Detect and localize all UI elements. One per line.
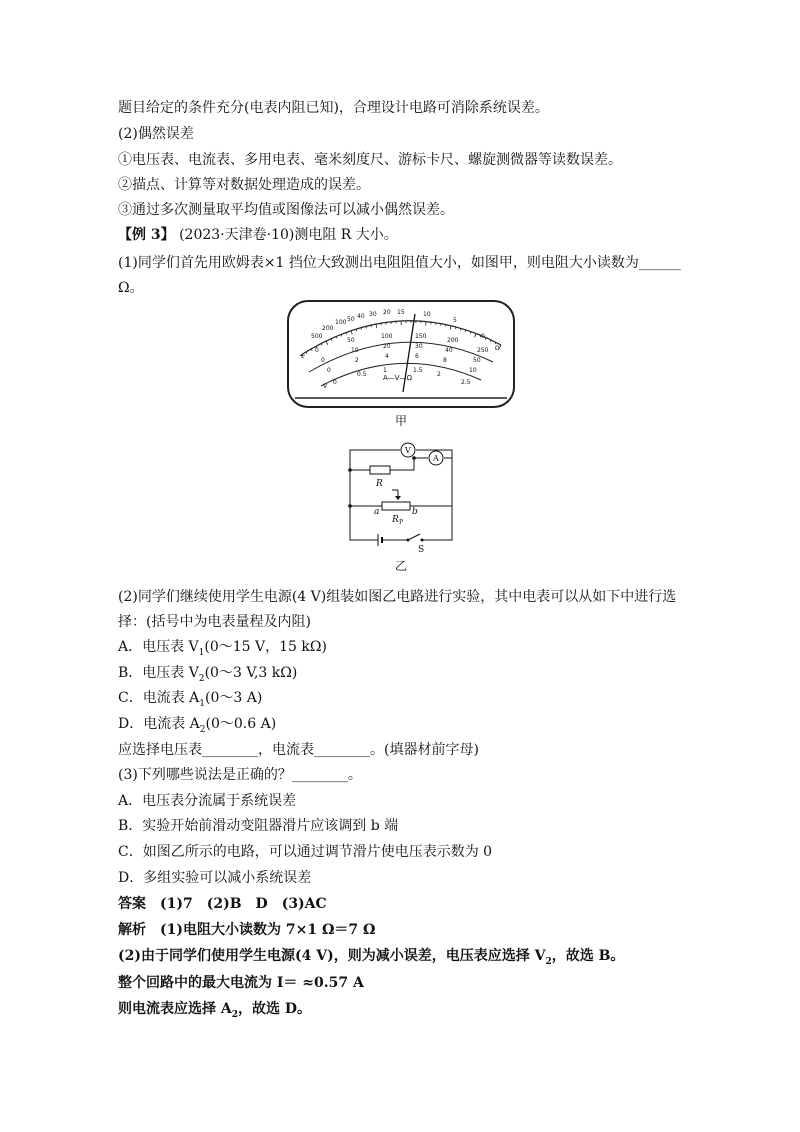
subscript: 1 bbox=[199, 698, 206, 709]
option-a bbox=[118, 638, 327, 662]
example-source: (2023·天津卷·10)测电阻 R 大小。 bbox=[179, 227, 398, 243]
ohm-tick-label: 30 bbox=[369, 311, 377, 318]
subscript: 2 bbox=[545, 956, 552, 967]
question-line: 应选择电压表________，电流表________。(填器材前字母) bbox=[118, 742, 479, 758]
ohm-tick-label: 15 bbox=[397, 309, 405, 316]
voltmeter-label: V bbox=[405, 446, 411, 455]
answer-line: 答案 (1)7 (2)B D (3)AC bbox=[118, 896, 327, 912]
ac-tick-label: 0.5 bbox=[357, 371, 367, 378]
dial-tick bbox=[460, 328, 461, 330]
rheostat-label: R bbox=[392, 515, 399, 525]
analysis-text: 则电流表应选择 A bbox=[118, 1001, 232, 1017]
option-text: (0～3 A) bbox=[205, 690, 263, 706]
paragraph-line: ③通过多次测量取平均值或图像法可以减小偶然误差。 bbox=[118, 202, 454, 218]
ohm-tick-label: 100 bbox=[335, 319, 347, 326]
analysis-text: (2)由于同学们使用学生电源(4 V)，则为减小误差，电压表应选择 V bbox=[118, 948, 546, 964]
option-text: D．电流表 A bbox=[118, 716, 200, 732]
paragraph-line: ②描点、计算等对数据处理造成的误差。 bbox=[118, 177, 370, 193]
ohm-tick-label: 40 bbox=[357, 313, 365, 320]
dc-tick-label: 150 bbox=[415, 333, 427, 340]
rheostat-end-b: b bbox=[412, 507, 418, 517]
analysis-line bbox=[118, 947, 624, 971]
dc-tick-label: 50 bbox=[473, 357, 481, 364]
ohm-tick-label: 20 bbox=[383, 309, 391, 316]
question-line: (2)同学们继续使用学生电源(4 V)组装如图乙电路进行实验，其中电表可以从如下中进行选 bbox=[118, 589, 677, 605]
ohm-tick-label: 5 bbox=[453, 317, 457, 324]
dc-tick-label: 20 bbox=[383, 343, 391, 350]
analysis-line bbox=[118, 1000, 311, 1024]
analysis-text: ，故选 D。 bbox=[238, 1001, 312, 1017]
rheostat-subscript: P bbox=[399, 519, 404, 526]
ac-tick-label: 1 bbox=[383, 367, 387, 374]
dc-tick-label: 40 bbox=[445, 347, 453, 354]
paragraph-line: ①电压表、电流表、多用电表、毫米刻度尺、游标卡尺、螺旋测微器等读数误差。 bbox=[118, 152, 622, 168]
option-text: C．电流表 A bbox=[118, 690, 200, 706]
figure-caption-yi: 乙 bbox=[394, 559, 407, 573]
dc-tick-label: 250 bbox=[477, 347, 489, 354]
dial-tick bbox=[361, 328, 362, 330]
example-title bbox=[118, 226, 398, 244]
dc-tick-label: 50 bbox=[347, 337, 355, 344]
dc-tick-label: 0 bbox=[321, 357, 325, 364]
option-c: C．如图乙所示的电路，可以通过调节滑片使电压表示数为 0 bbox=[118, 844, 493, 860]
volt-symbol: V bbox=[323, 383, 328, 390]
dc-tick-label: 100 bbox=[381, 333, 393, 340]
dc-tick-label: 4 bbox=[385, 353, 389, 360]
ohm-unit-label: Ω bbox=[495, 345, 500, 352]
dial-tick bbox=[455, 327, 456, 329]
dc-tick-label: 10 bbox=[351, 347, 359, 354]
dc-tick-label: 200 bbox=[447, 337, 459, 344]
option-text: A．电压表 V bbox=[118, 639, 199, 655]
option-b bbox=[118, 664, 297, 688]
analysis-line: 解析 (1)电阻大小读数为 7×1 Ω＝7 Ω bbox=[118, 922, 376, 938]
option-d bbox=[118, 715, 276, 739]
option-c bbox=[118, 689, 262, 713]
ac-tick-label: 0 bbox=[333, 379, 337, 386]
dc-tick-label: 10 bbox=[469, 367, 477, 374]
dc-tick-label: 6 bbox=[415, 353, 419, 360]
subheading-random-error: (2)偶然误差 bbox=[118, 126, 194, 142]
dc-tick-label: 0 bbox=[315, 347, 319, 354]
figure-caption-jia: 甲 bbox=[394, 414, 407, 428]
option-text: (0～3 V,3 kΩ) bbox=[204, 665, 298, 681]
dc-tick-label: 0 bbox=[327, 367, 331, 374]
subscript: 1 bbox=[198, 647, 205, 658]
ohm-tick-label: 0 bbox=[481, 333, 485, 340]
rheostat-end-a: a bbox=[374, 507, 380, 517]
dc-tick-label: 8 bbox=[443, 357, 447, 364]
ac-symbol: ~ bbox=[299, 351, 306, 360]
dial-tick bbox=[356, 329, 357, 331]
ac-tick-label: 2 bbox=[437, 371, 441, 378]
circuit-diagram-figure bbox=[340, 436, 464, 554]
analysis-text: ，故选 B。 bbox=[551, 948, 625, 964]
ammeter-label: A bbox=[433, 454, 439, 463]
multimeter-dial-figure bbox=[287, 300, 515, 408]
option-d: D．多组实验可以减小系统误差 bbox=[118, 870, 312, 886]
subscript: 2 bbox=[199, 724, 206, 735]
option-text: (0～0.6 A) bbox=[205, 716, 277, 732]
ohm-tick-label: 10 bbox=[423, 311, 431, 318]
ohm-tick-label: 200 bbox=[322, 325, 334, 332]
av-ohm-label: A—V—Ω bbox=[383, 374, 412, 382]
subscript: 2 bbox=[198, 673, 205, 684]
dc-tick-label: 30 bbox=[415, 343, 423, 350]
ac-tick-label: 2.5 bbox=[461, 379, 471, 386]
question-line: 择：(括号中为电表量程及内阻) bbox=[118, 614, 311, 630]
switch-label: S bbox=[418, 545, 425, 554]
option-a: A．电压表分流属于系统误差 bbox=[118, 793, 297, 809]
subscript: 2 bbox=[231, 1009, 239, 1020]
example-label: 【例 3】 bbox=[118, 227, 175, 243]
dc-tick-label: 2 bbox=[355, 357, 359, 364]
question-line: Ω。 bbox=[118, 280, 144, 296]
option-text: (0～15 V，15 kΩ) bbox=[204, 639, 327, 655]
resistor-label: R bbox=[376, 479, 383, 489]
ohm-tick-label: 500 bbox=[311, 333, 323, 340]
ohm-tick-label: 50 bbox=[347, 316, 355, 323]
question-line: (1)同学们首先用欧姆表×1 挡位大致测出电阻阻值大小，如图甲，则电阻大小读数为______ bbox=[118, 255, 681, 271]
ac-tick-label: 1.5 bbox=[413, 367, 423, 374]
paragraph-line: 题目给定的条件充分(电表内阻已知)，合理设计电路可消除系统误差。 bbox=[118, 100, 549, 116]
option-b: B．实验开始前滑动变阻器滑片应该调到 b 端 bbox=[118, 818, 399, 834]
option-text: B．电压表 V bbox=[118, 665, 199, 681]
analysis-line: 整个回路中的最大电流为 I＝ ≈0.57 A bbox=[118, 975, 364, 991]
question-line: (3)下列哪些说法是正确的？________。 bbox=[118, 767, 362, 783]
